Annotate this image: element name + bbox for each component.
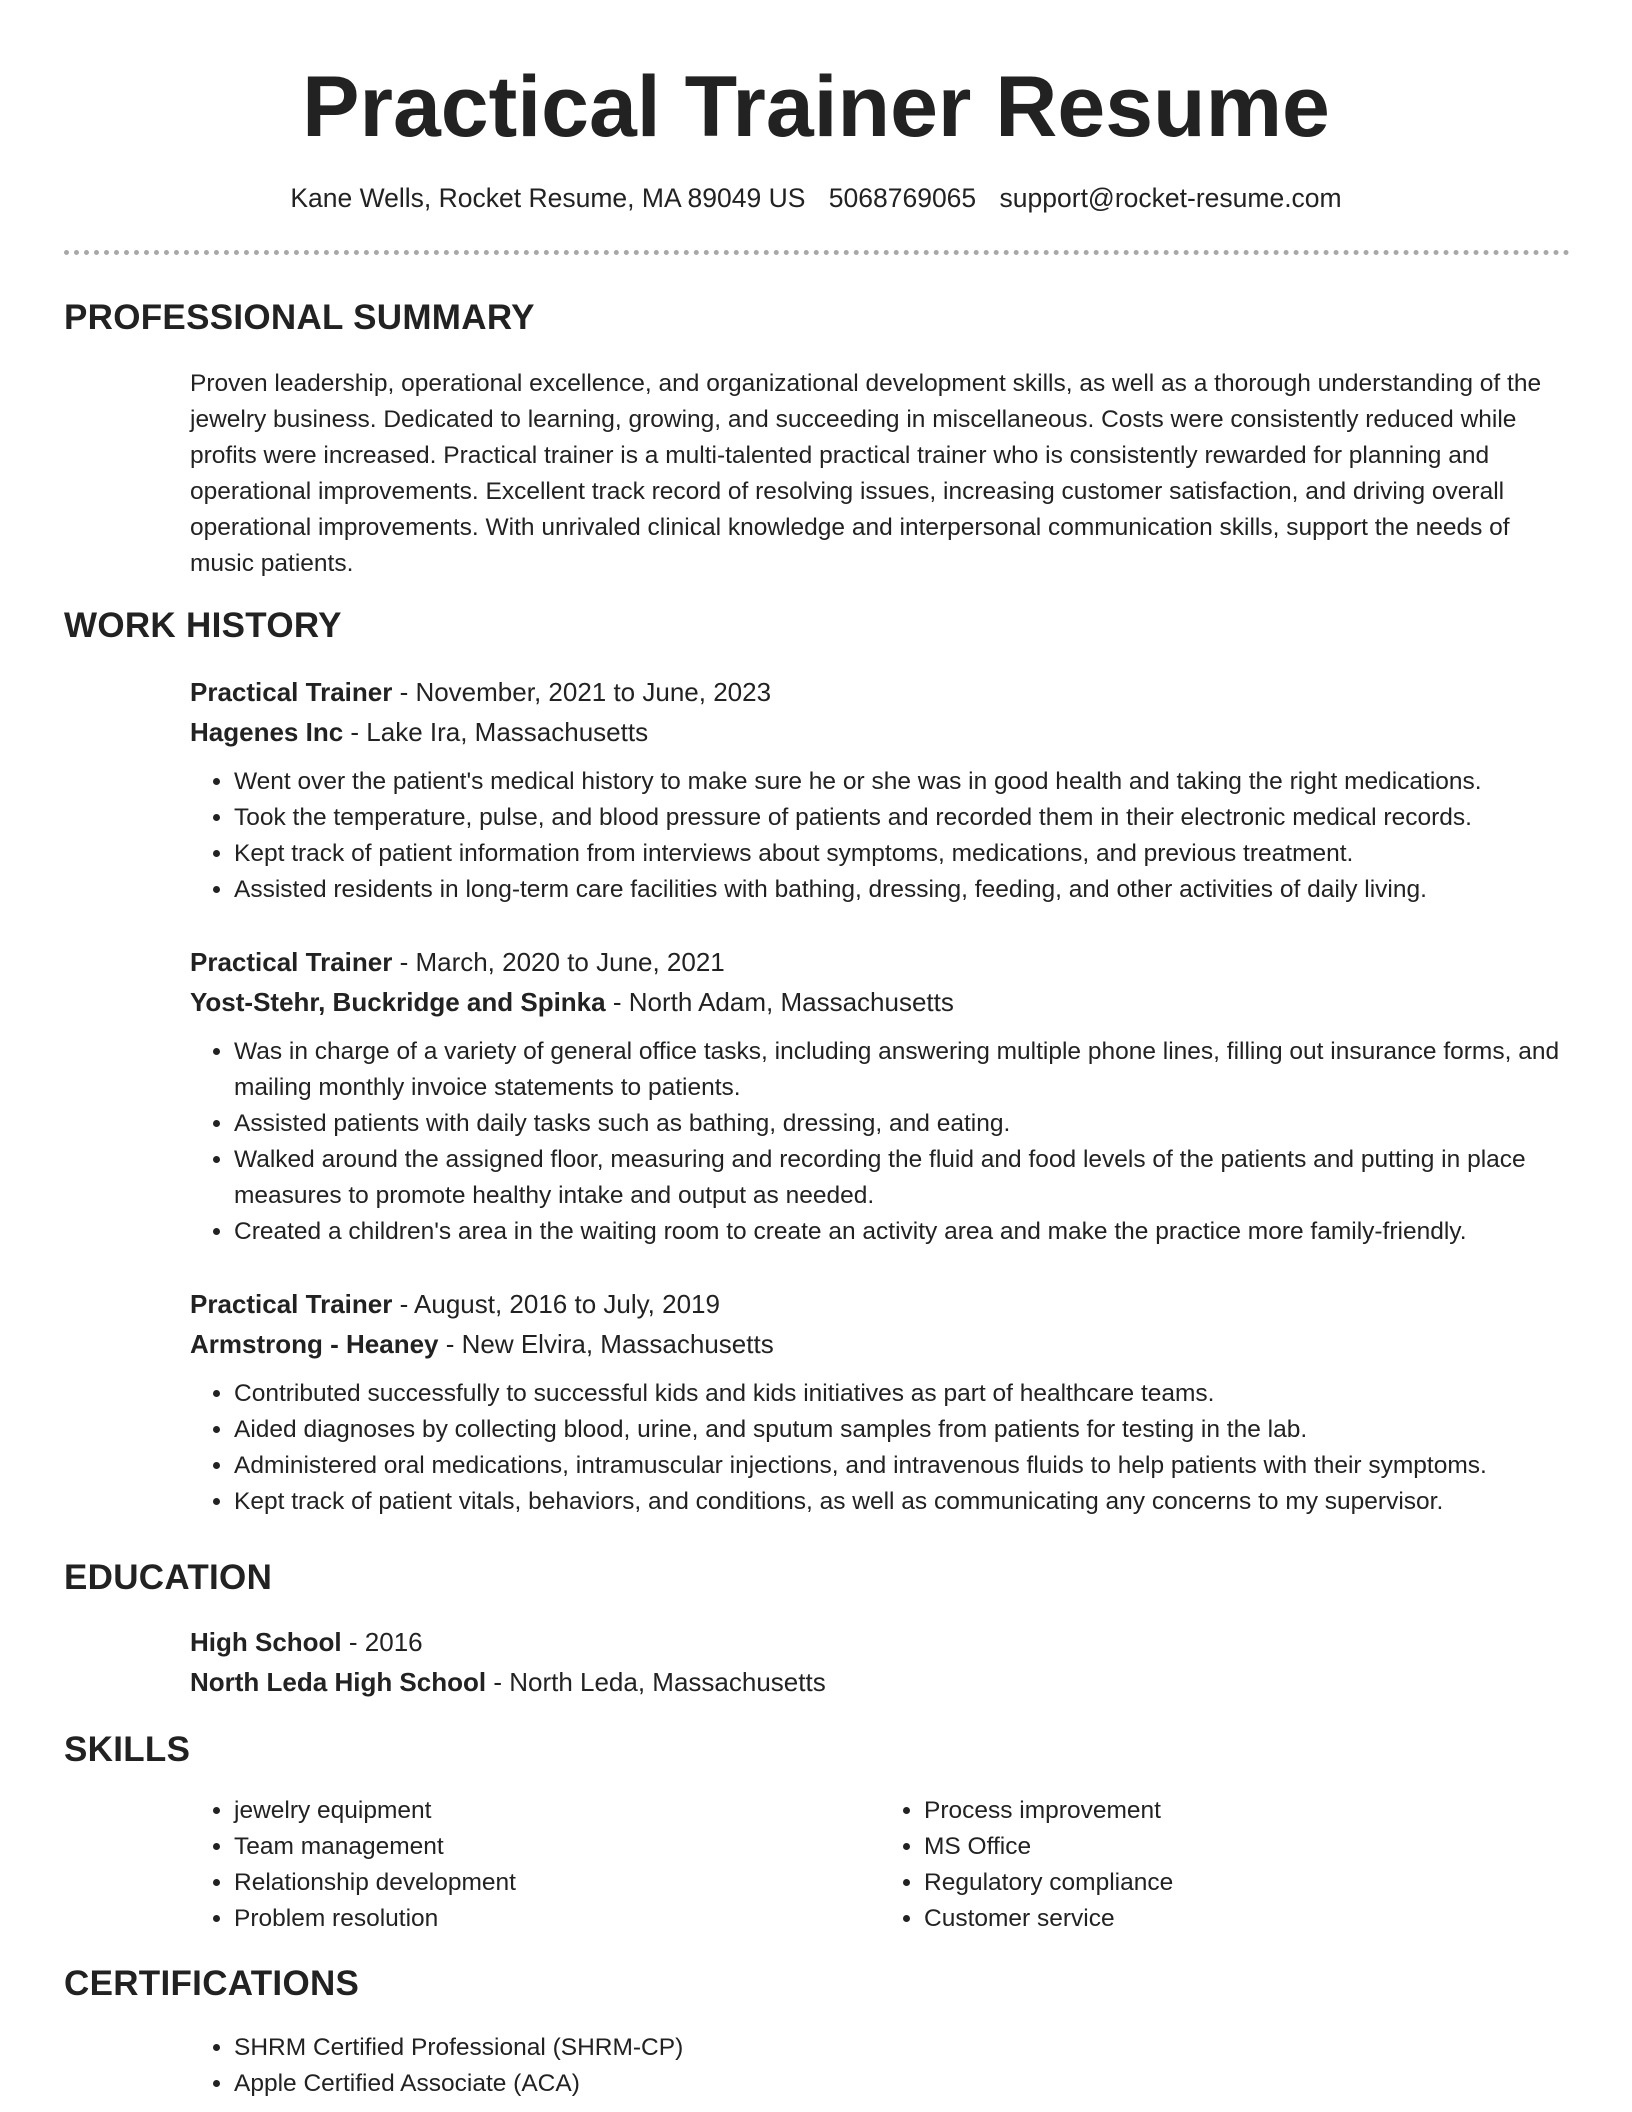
job-bullet: • Assisted patients with daily tasks such as bathing, dressing, and eating.	[234, 1106, 1570, 1142]
skill-item: • Regulatory compliance	[924, 1865, 1570, 1901]
job-bullet: • Walked around the assigned floor, measuring and recording the fluid and food levels of the patients and putting in place measures to promote healthy intake and output as needed.	[234, 1142, 1570, 1214]
job-company-line	[190, 712, 1570, 752]
education-degree-line	[190, 1622, 1570, 1662]
job-bullet: • Was in charge of a variety of general office tasks, including answering multiple phone lines, filling out insurance forms, and mailing monthly invoice statements to patients.	[234, 1034, 1570, 1106]
skills-grid	[190, 1793, 1570, 1937]
summary-text: Proven leadership, operational excellence, and organizational development skills, as well as a thorough understanding of the jewelry business. Dedicated to learning, growing, and succeeding in miscellaneous. Costs were consistently reduced while profits were increased. Practical trainer is a multi-talented practical trainer who is consistently rewarded for planning and operational improvements. Excellent track record of resolving issues, increasing customer satisfaction, and driving overall operational improvements. With unrivaled clinical knowledge and interpersonal communication skills, support the needs of music patients.	[190, 370, 1542, 577]
contact-phone: 5068769065	[828, 183, 977, 213]
job-bullets	[190, 1034, 1570, 1250]
job-bullet: • Administered oral medications, intramuscular injections, and intravenous fluids to help patients with their symptoms.	[234, 1448, 1570, 1484]
job-title-line	[190, 1284, 1570, 1324]
job-title: Practical Trainer	[190, 947, 393, 977]
job-bullet: • Kept track of patient vitals, behaviors, and conditions, as well as communicating any concerns to my supervisor.	[234, 1484, 1570, 1520]
job-bullet: • Contributed successfully to successful kids and kids initiatives as part of healthcare teams.	[234, 1376, 1570, 1412]
job-location: - New Elvira, Massachusetts	[438, 1329, 774, 1359]
job-title: Practical Trainer	[190, 1289, 393, 1319]
job-dates: - November, 2021 to June, 2023	[392, 677, 772, 707]
skill-item: • Team management	[234, 1829, 880, 1865]
job-bullet: • Assisted residents in long-term care facilities with bathing, dressing, feeding, and other activities of daily living.	[234, 872, 1570, 908]
skill-item: • Process improvement	[924, 1793, 1570, 1829]
education-degree: High School	[190, 1627, 342, 1657]
certifications-list	[190, 2030, 1234, 2102]
skills-list-left	[190, 1793, 880, 1937]
header-divider	[64, 250, 1570, 255]
job-location: - North Adam, Massachusetts	[605, 987, 954, 1017]
job-location: - Lake Ira, Massachusetts	[343, 717, 649, 747]
job-company: Hagenes Inc	[190, 717, 344, 747]
job-bullet: • Aided diagnoses by collecting blood, urine, and sputum samples from patients for testing in the lab.	[234, 1412, 1570, 1448]
job-title-line	[190, 672, 1570, 712]
summary-heading: PROFESSIONAL SUMMARY	[64, 298, 535, 337]
certifications-section	[190, 2030, 1570, 2102]
contact-address: Kane Wells, Rocket Resume, MA 89049 US	[290, 183, 806, 213]
contact-email: support@rocket-resume.com	[999, 183, 1342, 213]
certification-item: • Apple Certified Associate (ACA)	[234, 2066, 1234, 2102]
skill-item: • Problem resolution	[234, 1901, 880, 1937]
education-heading: EDUCATION	[64, 1558, 273, 1597]
job-bullet: • Created a children's area in the waiting room to create an activity area and make the practice more family-friendly.	[234, 1214, 1570, 1250]
education-school: North Leda High School	[190, 1667, 487, 1697]
contact-line	[0, 180, 1632, 216]
summary-section	[190, 366, 1570, 582]
job-company-line	[190, 1324, 1570, 1364]
job-bullet: • Took the temperature, pulse, and blood pressure of patients and recorded them in their electronic medical records.	[234, 800, 1570, 836]
skill-item: • Customer service	[924, 1901, 1570, 1937]
job-bullet: • Kept track of patient information from interviews about symptoms, medications, and previous treatment.	[234, 836, 1570, 872]
job-company-line	[190, 982, 1570, 1022]
education-location: - North Leda, Massachusetts	[486, 1667, 826, 1697]
skills-list-right	[880, 1793, 1570, 1937]
job-company: Yost-Stehr, Buckridge and Spinka	[190, 987, 606, 1017]
skill-item: • jewelry equipment	[234, 1793, 880, 1829]
work-history-heading: WORK HISTORY	[64, 606, 342, 645]
education-year: - 2016	[341, 1627, 423, 1657]
job-dates: - March, 2020 to June, 2021	[392, 947, 725, 977]
job-bullets	[190, 1376, 1570, 1520]
education-entry	[190, 1622, 1570, 1702]
job-bullet: • Went over the patient's medical history to make sure he or she was in good health and taking the right medications.	[234, 764, 1570, 800]
job-title-line	[190, 942, 1570, 982]
skill-item: • Relationship development	[234, 1865, 880, 1901]
certifications-heading: CERTIFICATIONS	[64, 1964, 360, 2003]
job-bullets	[190, 764, 1570, 908]
job-entry	[190, 942, 1570, 1250]
resume-title: Practical Trainer Resume	[302, 59, 1330, 155]
education-school-line	[190, 1662, 1570, 1702]
job-dates: - August, 2016 to July, 2019	[392, 1289, 720, 1319]
job-entry	[190, 672, 1570, 908]
skill-item: • MS Office	[924, 1829, 1570, 1865]
job-company: Armstrong - Heaney	[190, 1329, 439, 1359]
certification-item: • SHRM Certified Professional (SHRM-CP)	[234, 2030, 1234, 2066]
job-entry	[190, 1284, 1570, 1520]
skills-heading: SKILLS	[64, 1730, 191, 1769]
job-title: Practical Trainer	[190, 677, 393, 707]
